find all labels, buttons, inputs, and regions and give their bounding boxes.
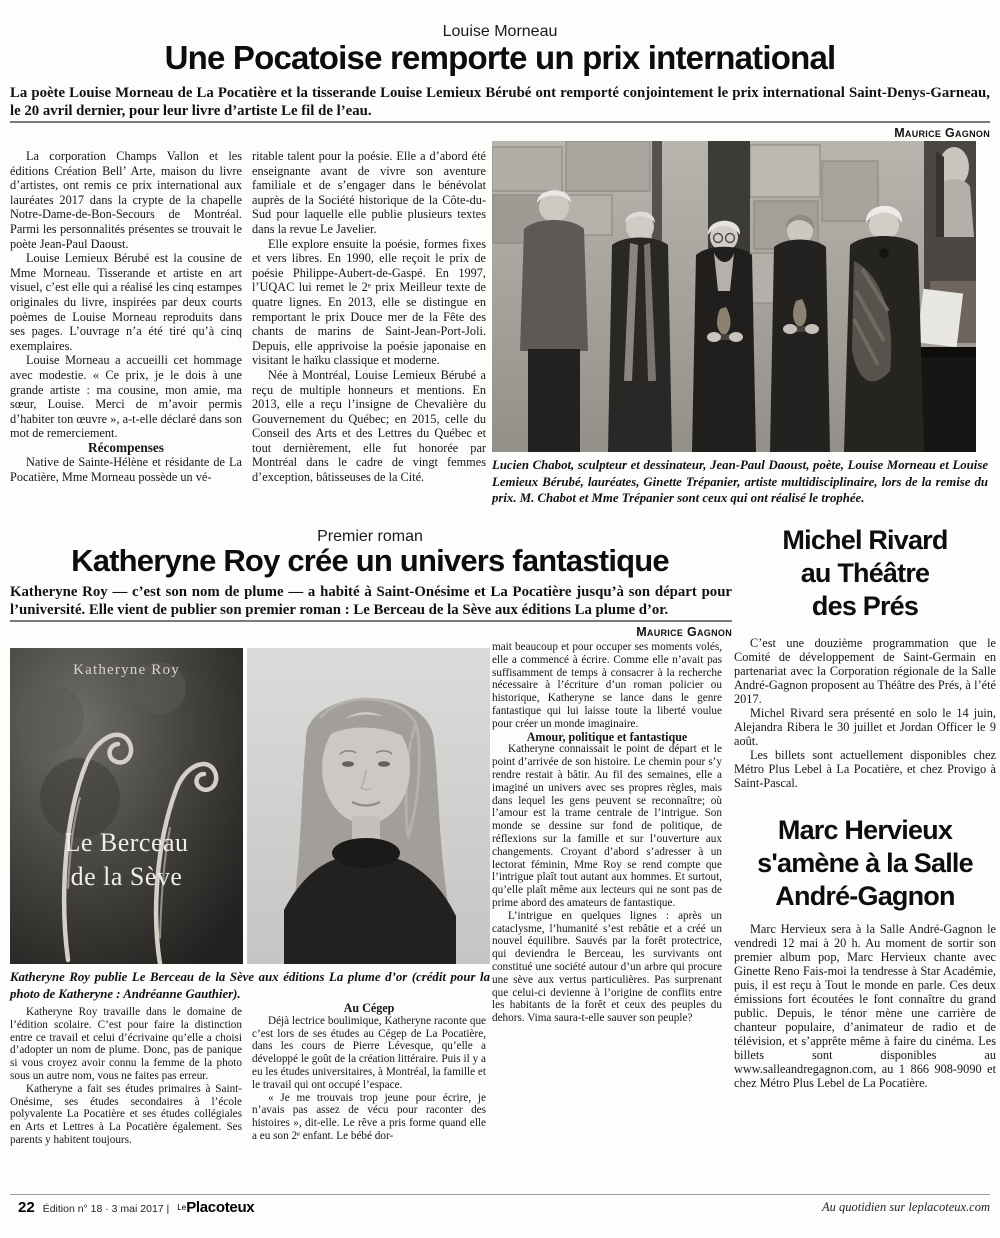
book-cover-title-line2: de la Sève xyxy=(70,862,183,891)
book-and-author-photo xyxy=(10,648,490,964)
headline-line: Michel Rivard xyxy=(782,525,948,555)
book-cover xyxy=(10,648,243,964)
article1-photo-caption: Lucien Chabot, sculpteur et dessinateur, Jean-Paul Daoust, poète, Louise Morneau et Louise Lemieux Bérubé, lauréates, Ginette Trépanier, artiste multidisciplinaire, lors de la remise du prix. M. Chabot et Mme Trépanier sont ceux qui ont réalisé le trophée. xyxy=(492,458,988,506)
section-subhead: Récompenses xyxy=(88,439,164,455)
article2-byline: Maurice Gagnon xyxy=(636,625,732,639)
paragraph: « Je me trouvais trop jeune pour écrire, je n’avais pas assez de vécu pour raconter des histoires », dit-elle. Le rêve a pris forme quand elle a eu son 2ᵉ enfant. Le bébé dor- xyxy=(252,1091,486,1142)
award-ceremony-photo-graphic xyxy=(492,141,976,452)
article1-headline: Une Pocatoise remporte un prix international xyxy=(164,39,836,76)
article2-headline: Katheryne Roy crée un univers fantastique xyxy=(71,543,669,578)
paragraph: C’est une douzième programmation que le Comité de développement de Saint-Germain en partenariat avec la Corporation régionale de la Salle André-Gagnon proposent au Théâtre des Prés, à l’été 2017. xyxy=(734,636,996,706)
edition-info: Édition n° 18 · 3 mai 2017 | xyxy=(42,1203,170,1215)
headline-line: s'amène à la Salle xyxy=(757,848,973,878)
person-1 xyxy=(520,190,588,452)
paragraph: Native de Sainte-Hélène et résidante de La Pocatière, Mme Morneau possède un vé- xyxy=(10,455,242,485)
logo-name: Placoteux xyxy=(186,1199,255,1216)
article2-column1 xyxy=(10,1006,242,1196)
section-subhead: Au Cégep xyxy=(343,1001,395,1015)
paragraph: La corporation Champs Vallon et les éditions Création Bell’ Arte, maison du livre d’artistes, ont remis ce prix international aux lauréates 2017 dans la crypte de la chapelle Notre-Dame-de-Bon-Secours de Montréal. Parmi les personnalités présentes se trouvait le poète Jean-Paul Daoust. xyxy=(10,149,242,251)
footer-rule xyxy=(10,1194,990,1195)
headline-line: au Théâtre xyxy=(800,558,930,588)
article3-headline xyxy=(734,524,996,623)
article3-body xyxy=(734,636,996,812)
article1-kicker: Louise Morneau xyxy=(442,23,558,40)
book-and-author-graphic xyxy=(10,648,490,964)
article2-column3 xyxy=(492,641,722,1197)
paragraph: Katheryne connaissait le point de départ et le point d’arrivée de son histoire. Le chemin pour s’y rendre restait à bâtir. Au fil des semaines, elle a imaginé un univers avec ses propres règles, mais dans lequel les gens peuvent se reconnaître; où l’amour est la trame centrale de l’intrigue. Son monde se dessine sur fond de politique, de réflexions sur la famille et sur l’ouverture aux changements. Croyant d’abord s’adresser à un lectorat féminin, Mme Roy se rend compte que l’intrigue plaît tout autant aux hommes. Et surtout, qu’elle plaît même aux lecteurs qui ne sont pas de prime abord des amateurs de fantastique. xyxy=(492,743,722,909)
book-cover-title xyxy=(10,826,243,894)
paragraph: Katheryne a fait ses études primaires à Saint-Onésime, ses études secondaires à l’école polyvalente La Pocatière et ses études collégiales en Arts et Lettres à La Pocatière également. Ses parents y habitent toujours. xyxy=(10,1082,242,1146)
paragraph: Née à Montréal, Louise Lemieux Bérubé a reçu de multiple honneurs et mentions. En 2013, elle a reçu l’insigne de Chevalière du Gouvernement du Québec; en 2015, celle du Conseil des Arts et des Lettres du Québec et tout dernièrement, elle fut honorée par Montréal dans le cadre de vingt femmes d’exception, bâtisseuses de la Cité. xyxy=(252,367,486,485)
article2-lead: Katheryne Roy — c’est son nom de plume — a habité à Saint-Onésime et La Pocatière jusqu’à son départ pour l’université. Elle vient de publier son premier roman : Le Berceau de la Sève aux éditions La plume d’or. xyxy=(10,584,732,619)
article1-column2 xyxy=(252,149,486,531)
article2-kicker: Premier roman xyxy=(317,528,423,545)
article1-lead: La poète Louise Morneau de La Pocatière et la tisserande Louise Lemieux Bérubé ont remporté conjointement le prix international Saint-Denys-Garneau, le 20 avril dernier, pour leur livre d’artiste Le fil de l’eau. xyxy=(10,85,990,120)
article2-rule xyxy=(10,620,732,622)
paragraph: mait beaucoup et pour occuper ses moments volés, elle a commencé à écrire. Comme elle n’avait pas suffisamment de temps à consacrer à la recherche nécessaire à l’écriture d’un roman policier ou historique, Katheryne se lance dans le genre fantastique qui lui laisse toute la liberté voulue pour créer un monde imaginaire. xyxy=(492,641,722,730)
author-portrait xyxy=(247,648,490,964)
section-subhead: Amour, politique et fantastique xyxy=(526,729,688,744)
award-ceremony-photo xyxy=(492,141,976,452)
paragraph: L’intrigue en quelques lignes : après un cataclysme, l’humanité s’est rebâtie et a créé un nouvel équilibre. Sauvés par la forêt protectrice, qui deviendra le Berceau, les survivants ont constitué une société autour d’un arbre qui procure une sève aux vertus particulières. Pas surprenant que celui-ci devienne à l’origine de conflits entre les habitants de la forêt et ceux des peuples du dehors. Vima saura-t-elle sauver son peuple? xyxy=(492,909,722,1025)
paragraph: Elle explore ensuite la poésie, formes fixes et vers libres. En 1990, elle reçoit le prix de poésie Philippe-Aubert-de-Gaspé. En 1997, l’UQAC lui remet le 2ᵉ prix Meilleur texte de quatre lignes. En 2013, elle se distingue en remportant le prix Douce mer de la Fête des chants de marins de Saint-Jean-Port-Joli. Depuis, elle apprivoise la poésie japonaise en visitant le haïku classique et moderne. xyxy=(252,236,486,368)
newspaper-logo xyxy=(177,1199,254,1216)
logo-le: Le xyxy=(177,1203,187,1212)
person-5 xyxy=(844,206,924,452)
paragraph: Katheryne Roy travaille dans le domaine de l’édition scolaire. C’est pour faire la distinction entre ce travail et celui d’écrivaine qu’elle a choisi d’adopter un nom de plume. Donc, pas de panique si vous croyez avoir connu la femme de la photo sous un autre nom, vous ne faites pas erreur. xyxy=(10,1006,242,1082)
article1-column1 xyxy=(10,149,242,531)
person-3-laureate xyxy=(692,221,756,452)
paragraph: Les billets sont actuellement disponibles chez Métro Plus Lebel à La Pocatière, et chez Provigo à Saint-Pascal. xyxy=(734,748,996,790)
person-2 xyxy=(608,212,672,452)
footer-left xyxy=(18,1199,254,1216)
person-4-laureate xyxy=(770,215,830,452)
headline-line: André-Gagnon xyxy=(775,881,955,911)
article2-column2 xyxy=(252,1002,486,1196)
article4-headline xyxy=(734,814,996,913)
paragraph: ritable talent pour la poésie. Elle a d’abord été enseignante avant de vivre son aventure familiale et de s’engager dans le bénévolat auprès de la Société historique de la Côte-du-Sud pour laquelle elle publie plusieurs textes dans la revue Le Javelier. xyxy=(252,149,486,236)
paragraph: Marc Hervieux sera à la Salle André-Gagnon le vendredi 12 mai à 20 h. Au moment de sortir son premier album pop, Marc Hervieux chante avec Ginette Reno Fais-moi la tendresse à Star Académie, puis, il est reçu à Tout le monde en parle. Ces deux émissions fort écoutées le font connaître du grand public. Depuis, le ténor mène une carrière de chanteur populaire, d’animateur de radio et de télévision, et s’apprête même à faire du cinéma. Les billets sont disponibles au www.salleandregagnon.com, au 1 866 908-9090 et chez Métro Plus Lebel de La Pocatière. xyxy=(734,922,996,1090)
header-rule xyxy=(10,121,990,123)
article2-photo-caption: Katheryne Roy publie Le Berceau de la Sève aux éditions La plume d’or (crédit pour la photo de Katheryne : Andréanne Gauthier). xyxy=(10,970,490,1001)
paragraph: Michel Rivard sera présenté en solo le 14 juin, Alejandra Ribera le 30 juillet et Jordan Officer le 9 août. xyxy=(734,706,996,748)
book-cover-title-line1: Le Berceau xyxy=(64,828,189,857)
footer-tagline: Au quotidien sur leplacoteux.com xyxy=(821,1200,990,1214)
paragraph: Louise Morneau a accueilli cet hommage avec modestie. « Ce prix, je le dois à une grande artiste : ma cousine, mon amie, ma sœur, Louise. Merci de m’avoir permis d’habiter ton œuvre », a-t-elle déclaré dans son mot de remerciement. xyxy=(10,353,242,441)
page-number: 22 xyxy=(18,1199,35,1216)
book-cover-author: Katheryne Roy xyxy=(73,662,180,678)
article4-body xyxy=(734,922,996,1134)
headline-line: Marc Hervieux xyxy=(777,815,953,845)
paragraph: Louise Lemieux Bérubé est la cousine de Mme Morneau. Tisserande et artiste en art visuel, c’est elle qui a réalisé les cinq estampes originales du livre, inspirées par deux courts poèmes de Louise Morneau reproduits dans ses pages. L’ouvrage n’a été tiré qu’à cinq exemplaires. xyxy=(10,251,242,353)
paragraph: Déjà lectrice boulimique, Katheryne raconte que c’est lors de ses études au Cégep de La Pocatière, dans les cours de Pierre Lévesque, qu’elle a développé le goût de la création littéraire. Puis il y a eu les études universitaires, à Montréal, la famille et le travail qui ont occupé l’espace. xyxy=(252,1014,486,1091)
article1-byline: Maurice Gagnon xyxy=(894,126,990,140)
sheet-music xyxy=(917,289,963,347)
headline-line: des Prés xyxy=(811,591,919,621)
